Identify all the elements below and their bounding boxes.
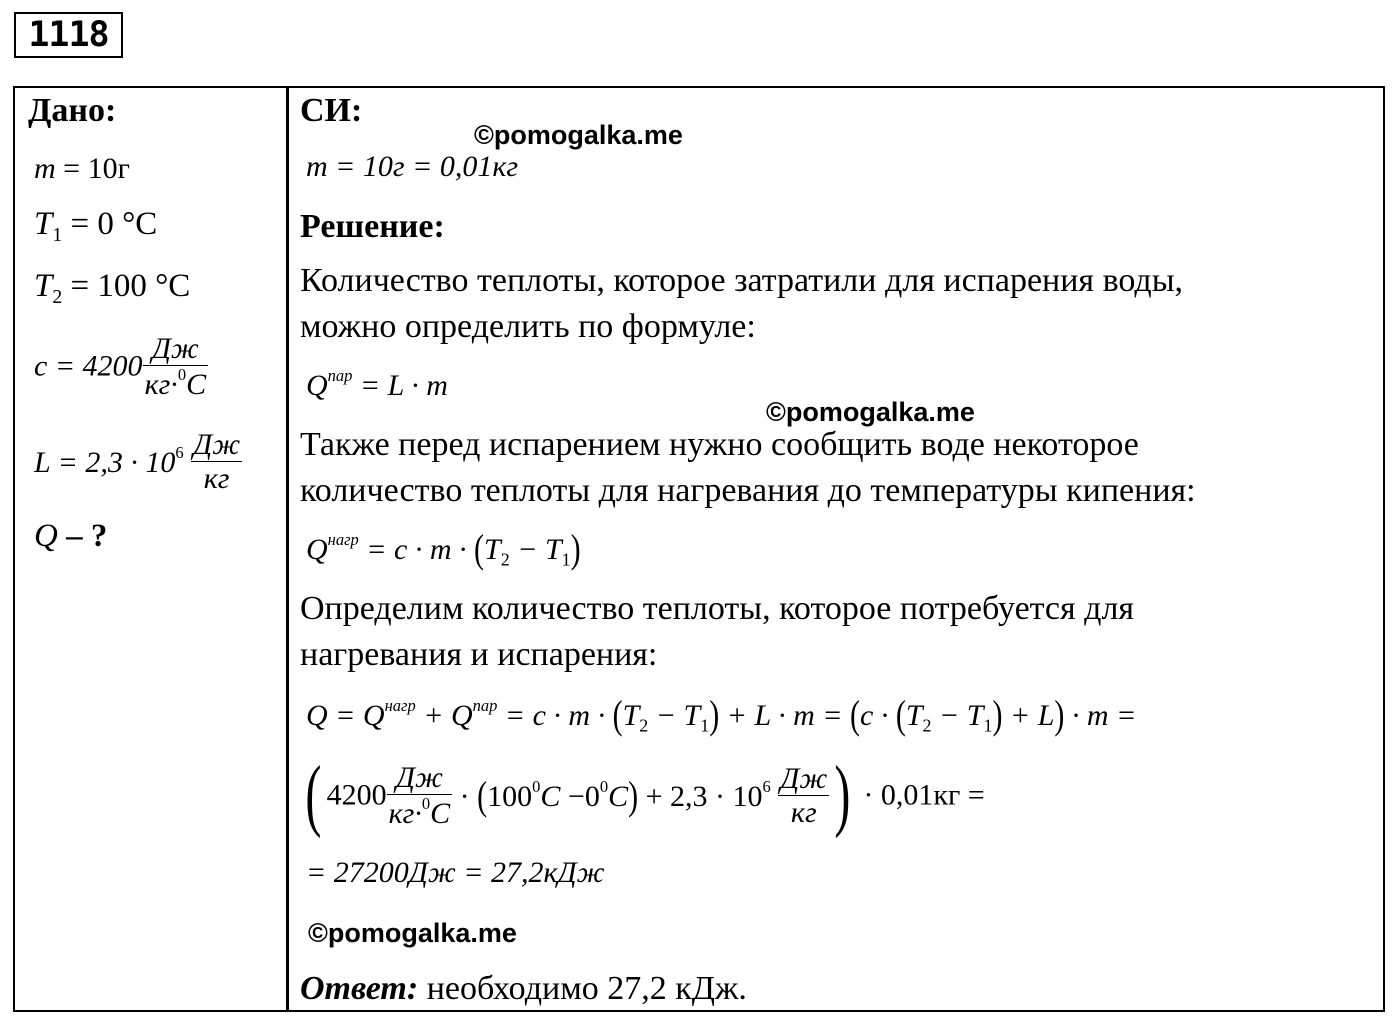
paragraph-3-line-2: нагревания и испарения: (300, 636, 658, 673)
solution-header: Решение: (300, 208, 445, 245)
si-conversion: m = 10г = 0,01кг (306, 150, 519, 183)
si-header: СИ: (300, 92, 363, 129)
given-t1: $T_1 = 0$ °C (34, 206, 158, 246)
paragraph-2-line-1: Также перед испарением нужно сообщить воде некоторое (300, 426, 1139, 463)
watermark: ©pomogalka.me (308, 918, 517, 948)
paragraph-3-line-1: Определим количество теплоты, которое потребуется для (300, 590, 1135, 627)
given-heat-capacity: c = 4200 $\frac{Дж}{кг\cdot^0C}$ (34, 332, 207, 402)
paragraph-2-line-2: количество теплоты для нагревания до температуры кипения: (300, 472, 1196, 509)
answer-line: Ответ: необходимо 27,2 кДж. (300, 970, 747, 1007)
formula-numeric: ( 4200 $\frac{Дж}{кг\cdot^0C}$ · $(100^0C -0^0C) + 2,3 \cdot 10^6$ $\frac{Дж}{кг}$ ) · 0,01кг = (305, 751, 985, 839)
given-latent-heat: $L = 2,3 \cdot 10^6$ $\frac{Дж}{кг}$ (34, 428, 241, 495)
column-divider (286, 86, 289, 1012)
solution-table (13, 86, 1385, 1012)
paragraph-1-line-1: Количество теплоты, которое затратили для испарения воды, (300, 262, 1184, 299)
formula-result: = 27200Дж = 27,2кДж (306, 856, 605, 889)
given-unknown: Q – ? (34, 518, 108, 554)
paragraph-1-line-2: можно определить по формуле: (300, 308, 756, 345)
watermark: ©pomogalka.me (474, 120, 683, 150)
formula-heating: $Q^{нагр} = c \cdot m \cdot (T_2 - T_1)$ (306, 527, 581, 572)
formula-total: $Q = Q^{нагр} + Q^{пар} = c \cdot m \cdot (T_2 - T_1) + L \cdot m = (c \cdot (T_2 - T_1) + L) \cdot m$ = (306, 693, 1137, 738)
formula-evaporation: $Q^{пар} = L \cdot m$ (306, 366, 448, 403)
given-t2: $T_2 = 100$ °C (34, 268, 191, 308)
problem-number: 1118 (14, 12, 123, 58)
given-header: Дано: (28, 92, 117, 129)
watermark: ©pomogalka.me (766, 397, 975, 427)
given-mass: m = 10г (34, 152, 130, 185)
